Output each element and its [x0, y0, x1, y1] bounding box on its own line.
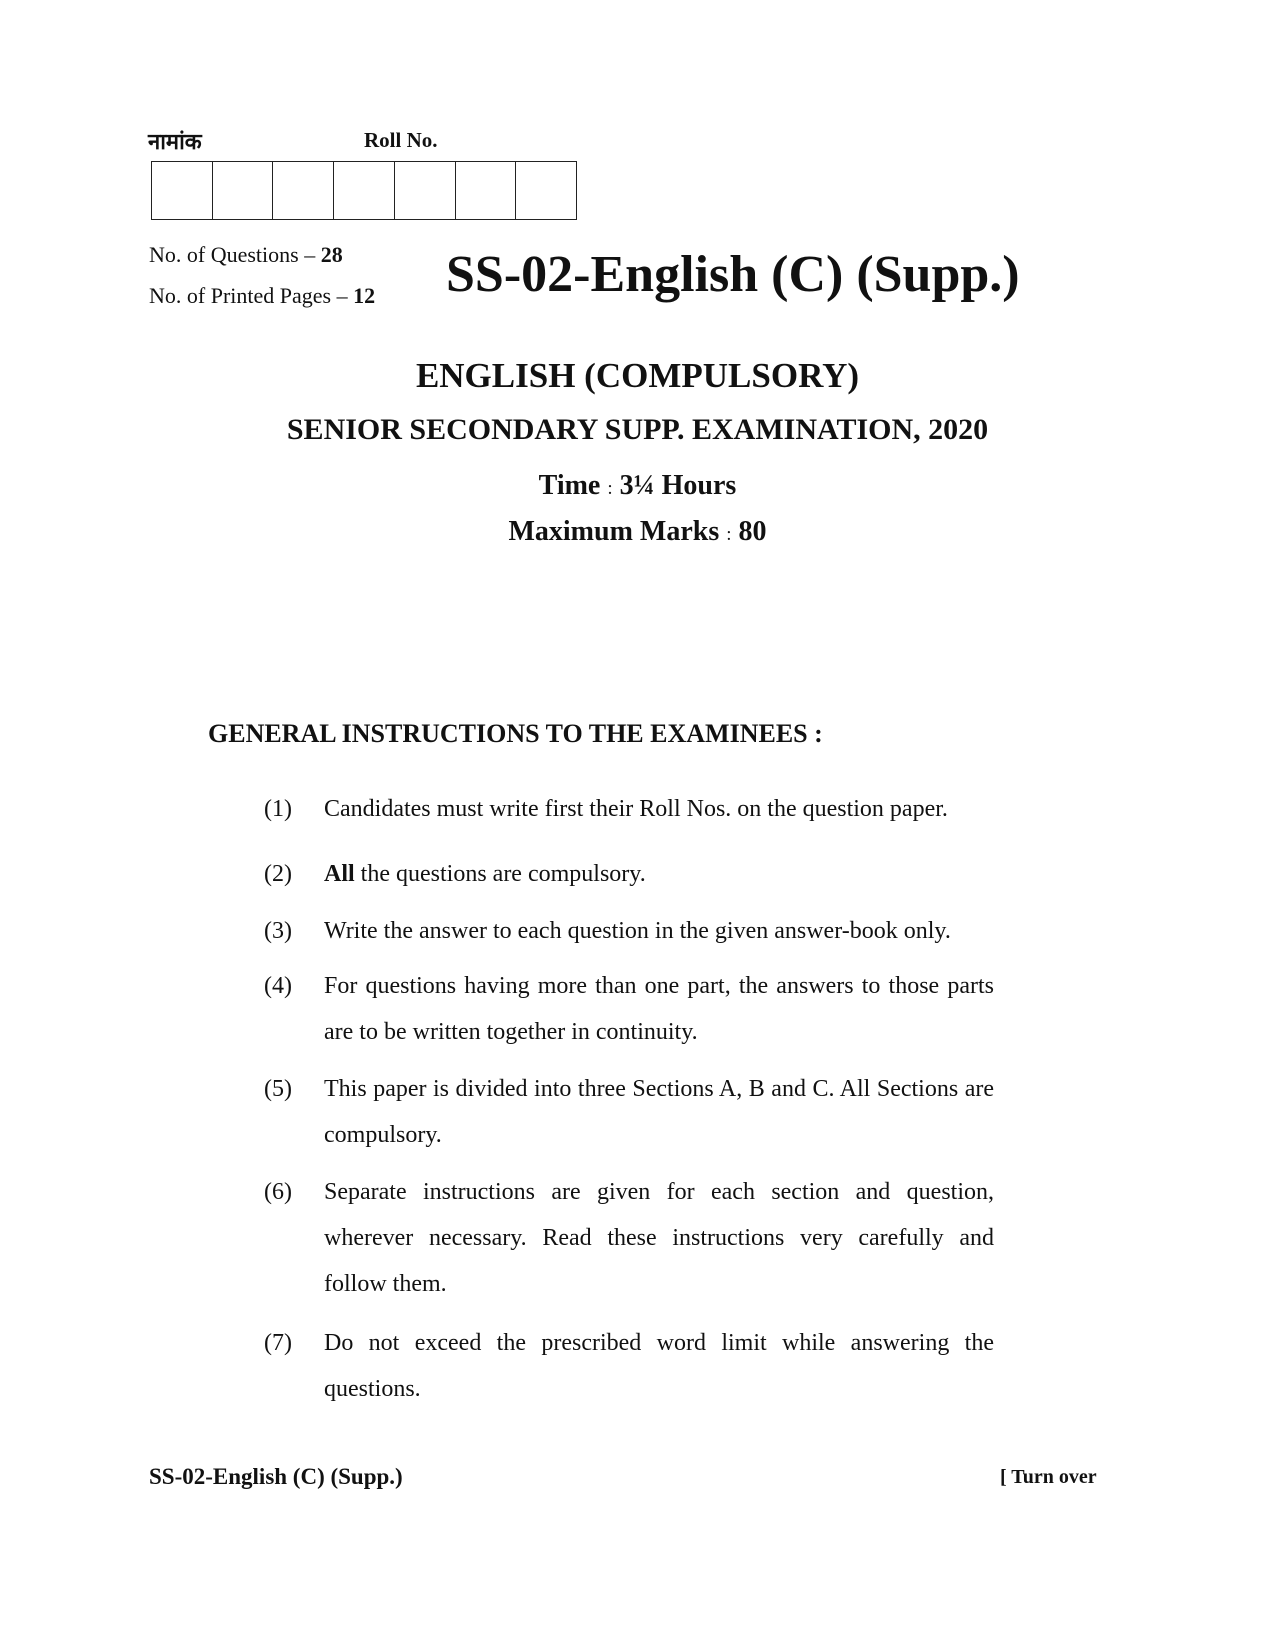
instruction-text: Write the answer to each question in the given answer-book only.: [324, 918, 951, 944]
turn-over-note: [ Turn over: [1000, 1466, 1097, 1488]
instructions-heading: GENERAL INSTRUCTIONS TO THE EXAMINEES :: [208, 719, 823, 748]
time-value: 3¼ Hours: [619, 470, 737, 501]
marks-separator: :: [726, 524, 732, 545]
instruction-number: (1): [264, 796, 292, 822]
roll-number-box[interactable]: [213, 162, 274, 219]
exam-title: SENIOR SECONDARY SUPP. EXAMINATION, 2020: [286, 413, 989, 446]
instruction-text: the questions are compulsory.: [354, 861, 646, 887]
instruction-item: [264, 1320, 994, 1412]
roll-number-box[interactable]: [456, 162, 517, 219]
roll-number-label-hindi: नामांक: [148, 130, 202, 155]
question-count: [149, 242, 343, 268]
instruction-number: (6): [264, 1179, 292, 1205]
instruction-text: Do not exceed the prescribed word limit while answering the questions.: [324, 1330, 994, 1402]
roll-number-box[interactable]: [516, 162, 576, 219]
instruction-item: [264, 1169, 994, 1307]
printed-pages-label: No. of Printed Pages –: [149, 283, 354, 308]
instruction-item: [264, 1066, 994, 1158]
roll-number-boxes: [151, 161, 577, 220]
instruction-text: Candidates must write first their Roll Nos. on the question paper.: [324, 796, 948, 822]
instruction-bold-lead: All: [324, 861, 355, 887]
instruction-text: Separate instructions are given for each section and question, wherever necessary. Read these instructions very carefully and follow them.: [324, 1179, 994, 1297]
printed-pages-count: [149, 283, 375, 309]
roll-number-box[interactable]: [395, 162, 456, 219]
footer-paper-code: SS-02-English (C) (Supp.): [149, 1464, 403, 1489]
question-count-value: 28: [320, 242, 343, 267]
marks-value: 80: [738, 516, 767, 547]
roll-number-box[interactable]: [334, 162, 395, 219]
instruction-number: (2): [264, 861, 292, 887]
instruction-text-wrapper: [324, 851, 994, 897]
maximum-marks: [0, 516, 1275, 548]
time-separator: :: [607, 478, 613, 499]
instruction-text: For questions having more than one part, the answers to those parts are to be written together in continuity.: [324, 973, 994, 1045]
marks-label: Maximum Marks: [508, 516, 720, 547]
instruction-number: (3): [264, 918, 292, 944]
instruction-item: [264, 786, 1024, 832]
instruction-item: [264, 908, 1044, 954]
time-allowed: [0, 470, 1275, 502]
instruction-item: [264, 851, 994, 897]
instruction-item: [264, 963, 994, 1055]
instruction-text: This paper is divided into three Sections A, B and C. All Sections are compulsory.: [324, 1076, 994, 1148]
question-count-label: No. of Questions –: [149, 242, 321, 267]
instruction-number: (4): [264, 973, 292, 999]
printed-pages-value: 12: [353, 283, 376, 308]
roll-number-box[interactable]: [152, 162, 213, 219]
subject-title: ENGLISH (COMPULSORY): [415, 356, 860, 395]
roll-number-label: Roll No.: [364, 128, 438, 152]
instruction-number: (7): [264, 1330, 292, 1356]
roll-number-box[interactable]: [273, 162, 334, 219]
paper-code-title: SS-02-English (C) (Supp.): [446, 246, 1020, 303]
time-label: Time: [538, 470, 601, 501]
instruction-number: (5): [264, 1076, 292, 1102]
